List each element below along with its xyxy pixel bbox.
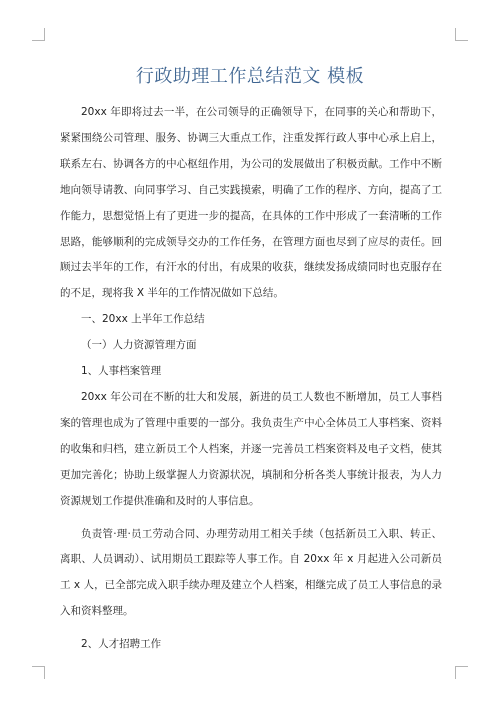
labor-contract-paragraph: 负责管·理·员工劳动合同、办理劳动用工相关手续（包括新员工入职、转正、离职、人员调动）、试用期员工跟踪等人事工作。自 20xx 年 x 月起进入公司新员工 x 人，已全部完成入职手续办理及建立个人档案，相继完成了员工人事信息的录入和资料整理。 (60, 527, 442, 618)
intro-paragraph: 20xx 年即将过去一半，在公司领导的正确领导下，在同事的关心和帮助下，紧紧围绕公司管理、服务、协调三大重点工作，注重发挥行政人事中心承上启上，联系左右、协调各方的中心枢纽作用，为公司的发展做出了积极贡献。工作中不断地向领导请教、向同事学习、自己实践摸索，明确了工作的程序、方向，提高了工作能力，思想觉悟上有了更进一步的提高，在具体的工作中形成了一套清晰的工作思路，能够顺利的完成领导交办的工作任务，在管理方面也尽到了应尽的责任。回顾过去半年的工作，有汗水的付出，有成果的收获，继续发扬成绩同时也克服存在的不足，现将我 X 半年的工作情况做如下总结。 (60, 106, 442, 300)
crop-mark-top-right (455, 28, 468, 41)
section-heading: 一、20xx 上半年工作总结 (81, 313, 205, 326)
crop-mark-bottom-left (32, 666, 45, 679)
crop-mark-top-left (32, 28, 45, 41)
document-body (60, 100, 442, 658)
item-heading-personnel-files: 1、人事档案管理 (81, 365, 162, 378)
document-title: 行政助理工作总结范文 模板 (135, 66, 365, 87)
item-heading-recruitment: 2、人才招聘工作 (81, 638, 162, 651)
crop-mark-bottom-right (455, 666, 468, 679)
subsection-heading: （一）人力资源管理方面 (81, 339, 197, 352)
personnel-files-paragraph: 20xx 年公司在不断的壮大和发展，新进的员工人数也不断增加，员工人事档案的管理也成为了管理中重要的一部分。我负责生产中心全体员工人事档案、资料的收集和归档，建立新员工个人档案，并逐一完善员工档案资料及电子文档，使其更加完善化；协助上级掌握人力资源状况，填制和分析各类人事统计报表，为人力资源规划工作提供准确和及时的人事信息。 (60, 390, 442, 507)
